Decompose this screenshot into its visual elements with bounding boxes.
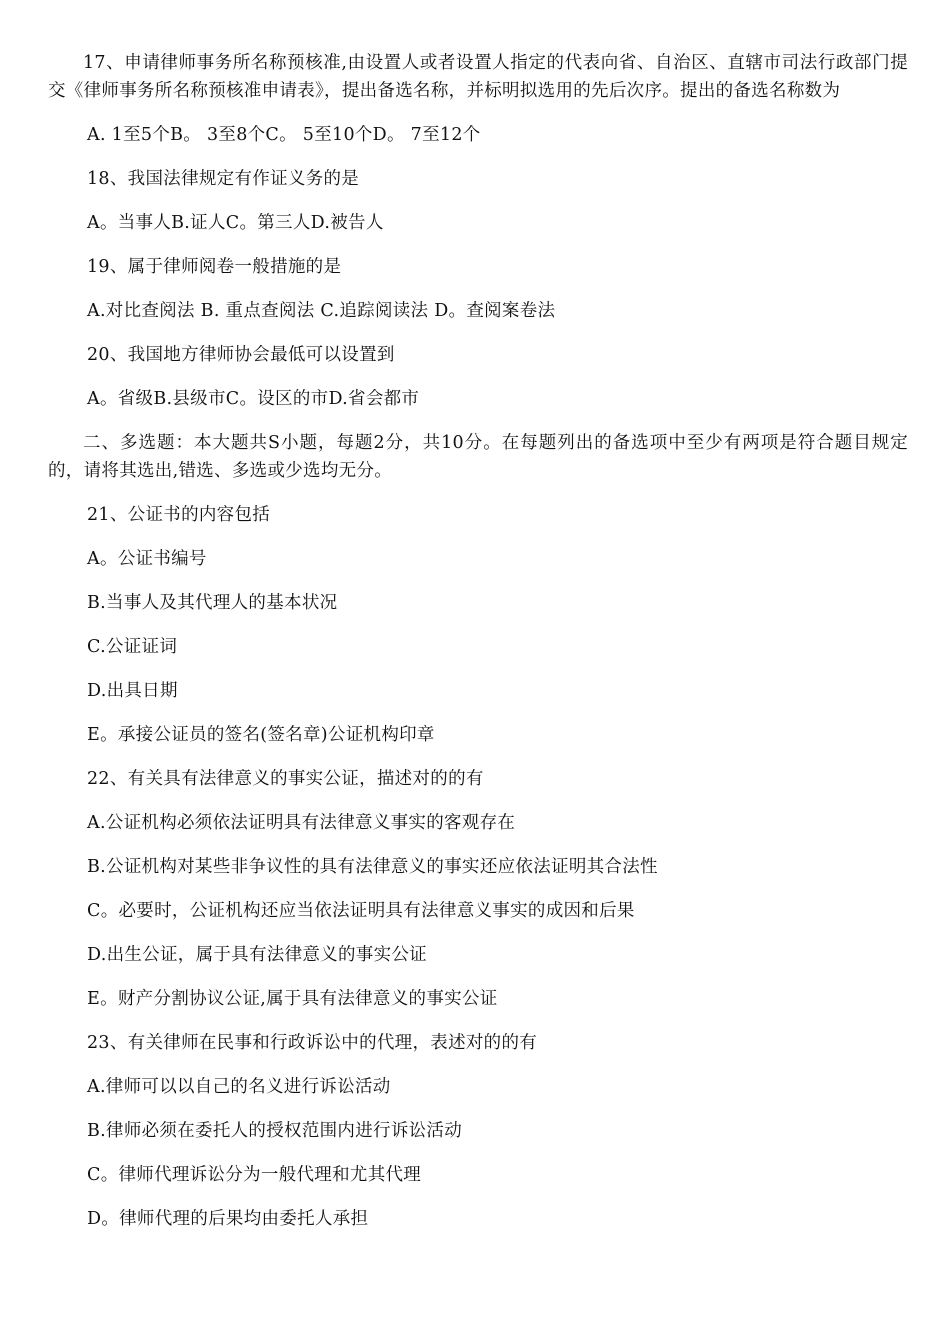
question-17-options: A. 1至5个B。 3至8个C。 5至10个D。 7至12个 <box>87 125 481 145</box>
spacer <box>48 1145 908 1161</box>
spacer <box>48 105 908 121</box>
spacer <box>48 793 908 809</box>
question-23-option-d: D。律师代理的后果均由委托人承担 <box>87 1209 369 1229</box>
spacer <box>48 661 908 677</box>
spacer <box>48 1013 908 1029</box>
spacer <box>48 1101 908 1117</box>
spacer <box>48 485 908 501</box>
spacer <box>48 969 908 985</box>
spacer <box>48 413 908 429</box>
question-20-stem: 20、我国地方律师协会最低可以设置到 <box>87 345 395 365</box>
question-19-stem: 19、属于律师阅卷一般措施的是 <box>87 257 342 277</box>
spacer <box>48 1189 908 1205</box>
question-22-stem: 22、有关具有法律意义的事实公证，描述对的的有 <box>87 769 484 789</box>
question-23-option-b: B.律师必须在委托人的授权范围内进行诉讼活动 <box>87 1121 463 1141</box>
question-21-option-b: B.当事人及其代理人的基本状况 <box>87 593 338 613</box>
question-22-option-b: B.公证机构对某些非争议性的具有法律意义的事实还应依法证明其合法性 <box>87 857 658 877</box>
exam-page <box>48 49 908 1233</box>
spacer <box>48 749 908 765</box>
section-2-heading: 二、多选题：本大题共S小题，每题2分，共10分。在每题列出的备选项中至少有两项是符合题目规定的，请将其选出,错选、多选或少选均无分。 <box>48 433 908 481</box>
spacer <box>48 1057 908 1073</box>
spacer <box>48 705 908 721</box>
spacer <box>48 369 908 385</box>
spacer <box>48 881 908 897</box>
question-22-option-c: C。必要时，公证机构还应当依法证明具有法律意义事实的成因和后果 <box>87 901 635 921</box>
question-18-options: A。当事人B.证人C。第三人D.被告人 <box>87 213 384 233</box>
question-20-options: A。省级B.县级市C。设区的市D.省会都市 <box>87 389 420 409</box>
spacer <box>48 529 908 545</box>
spacer <box>48 237 908 253</box>
spacer <box>48 325 908 341</box>
question-17-stem: 17、申请律师事务所名称预核准,由设置人或者设置人指定的代表向省、自治区、直辖市司法行政部门提交《律师事务所名称预核准申请表》，提出备选名称，并标明拟选用的先后次序。提出的备选名称数为 <box>48 53 908 101</box>
spacer <box>48 149 908 165</box>
question-23-stem: 23、有关律师在民事和行政诉讼中的代理，表述对的的有 <box>87 1033 538 1053</box>
question-23-option-c: C。律师代理诉讼分为一般代理和尤其代理 <box>87 1165 422 1185</box>
spacer <box>48 281 908 297</box>
spacer <box>48 193 908 209</box>
question-21-option-a: A。公证书编号 <box>87 549 207 569</box>
spacer <box>48 925 908 941</box>
question-18-stem: 18、我国法律规定有作证义务的是 <box>87 169 360 189</box>
question-22-option-d: D.出生公证，属于具有法律意义的事实公证 <box>87 945 427 965</box>
question-21-option-c: C.公证证词 <box>87 637 178 657</box>
question-22-option-e: E。财产分割协议公证,属于具有法律意义的事实公证 <box>87 989 498 1009</box>
question-22-option-a: A.公证机构必须依法证明具有法律意义事实的客观存在 <box>87 813 516 833</box>
question-21-option-e: E。承接公证员的签名(签名章)公证机构印章 <box>87 725 435 745</box>
question-23-option-a: A.律师可以以自己的名义进行诉讼活动 <box>87 1077 391 1097</box>
question-19-options: A.对比查阅法 B. 重点查阅法 C.追踪阅读法 D。查阅案卷法 <box>87 301 556 321</box>
spacer <box>48 837 908 853</box>
spacer <box>48 617 908 633</box>
spacer <box>48 573 908 589</box>
question-21-stem: 21、公证书的内容包括 <box>87 505 271 525</box>
question-21-option-d: D.出具日期 <box>87 681 178 701</box>
